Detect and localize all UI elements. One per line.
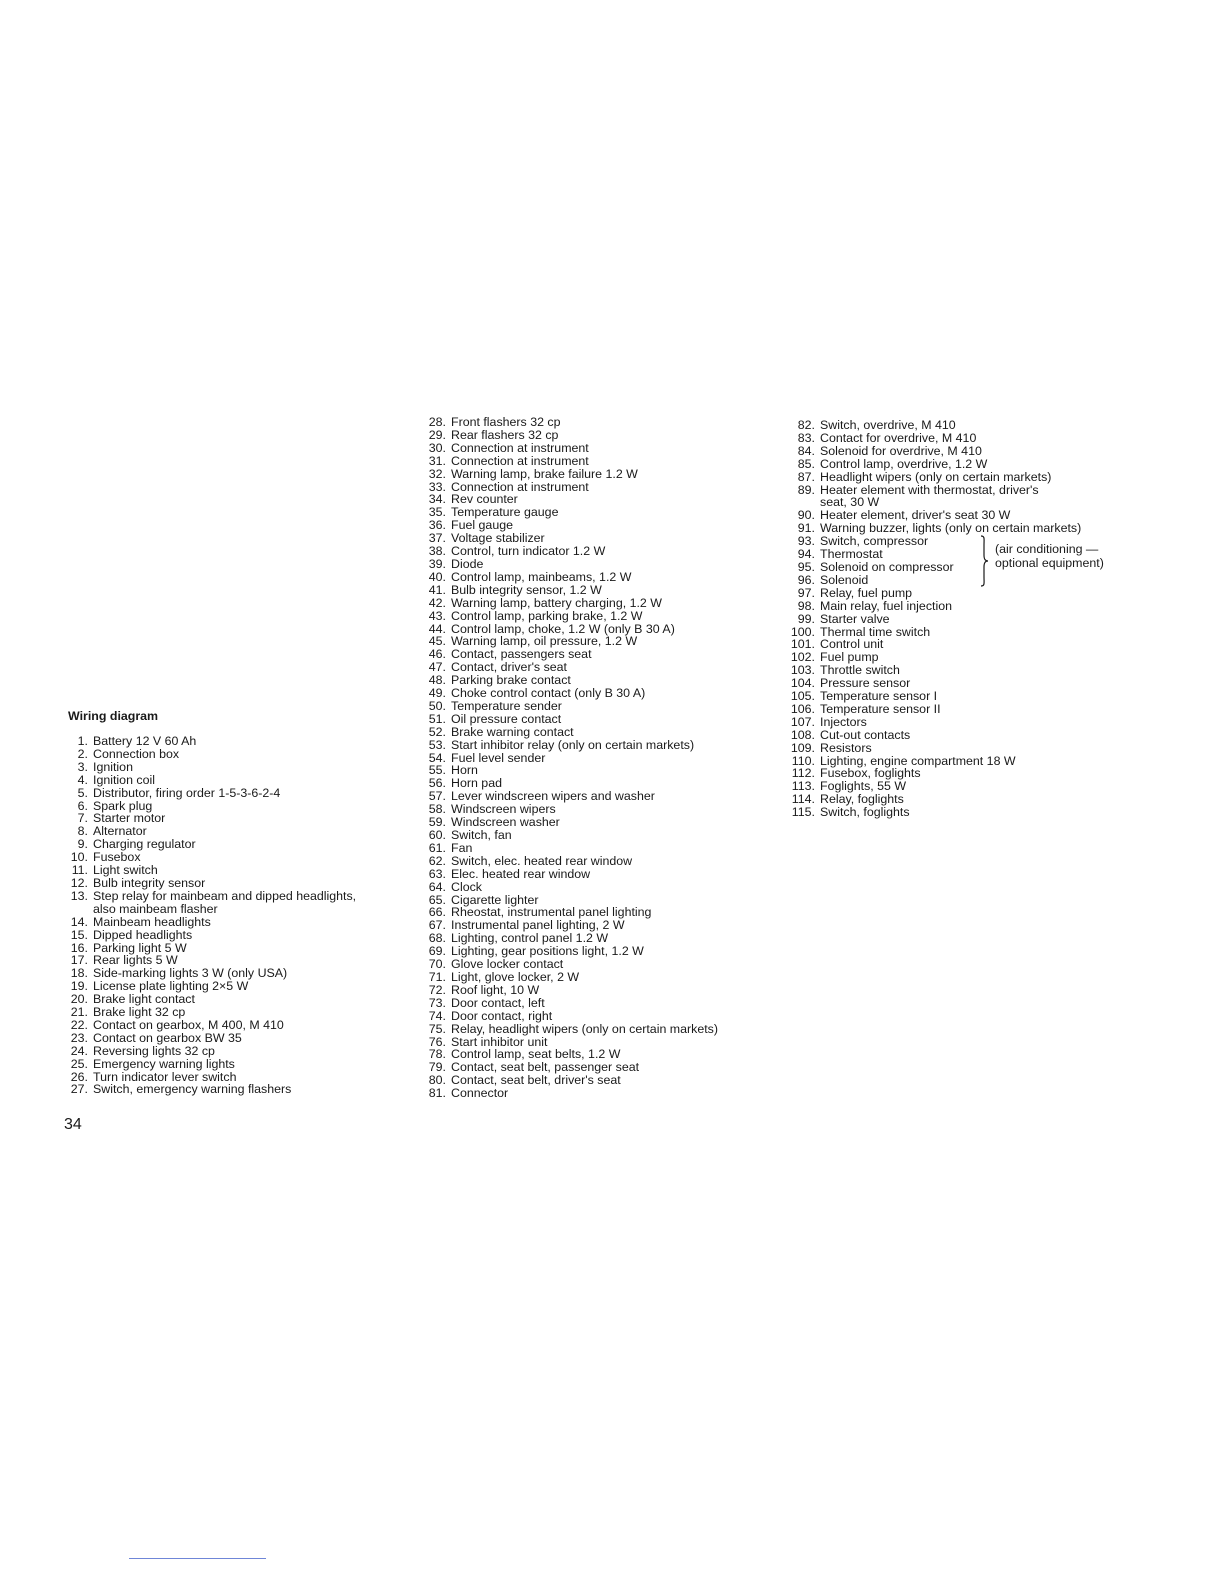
legend-column-3-bottom	[786, 587, 1126, 819]
legend-item	[422, 997, 772, 1010]
legend-item-text: Windscreen wipers	[451, 802, 556, 817]
legend-item-number: 12.	[70, 875, 88, 890]
legend-item	[786, 716, 1126, 729]
legend-item	[786, 613, 1126, 626]
legend-item-text: Lighting, gear positions light, 1.2 W	[451, 944, 644, 959]
legend-item-number: 1.	[77, 734, 88, 748]
legend-item-text: Light switch	[93, 863, 158, 878]
legend-item-text: Contact, seat belt, passenger seat	[451, 1060, 640, 1075]
legend-item-text: Dipped headlights	[93, 927, 193, 942]
legend-item-text: Rear flashers 32 cp	[451, 427, 559, 442]
legend-item-number: 87.	[797, 469, 815, 484]
legend-item	[64, 890, 414, 903]
legend-item-text: Connector	[451, 1086, 509, 1101]
legend-item-number: 100.	[790, 624, 815, 639]
legend-item	[64, 787, 414, 800]
legend-item-text: Start inhibitor relay (only on certain markets)	[451, 737, 695, 752]
legend-item-text: Injectors	[820, 714, 867, 729]
curly-brace-icon	[978, 535, 990, 587]
legend-item-number: 90.	[797, 508, 815, 523]
legend-item	[422, 416, 772, 429]
legend-item-text: Step relay for mainbeam and dipped headlights,	[93, 888, 357, 903]
legend-item-text: Switch, foglights	[820, 805, 910, 820]
legend-item-number: 46.	[428, 647, 446, 662]
legend-item-number: 115.	[791, 805, 815, 820]
legend-item-text: Throttle switch	[820, 663, 900, 678]
legend-item-number: 71.	[428, 969, 446, 984]
legend-item-number: 72.	[428, 982, 446, 997]
legend-item-number: 45.	[428, 634, 446, 649]
legend-item-number: 48.	[428, 673, 446, 688]
legend-item-number: 9.	[77, 837, 88, 852]
legend-item-text: Temperature gauge	[451, 505, 559, 520]
legend-item-text: Diode	[451, 556, 484, 571]
legend-item-number: 60.	[428, 828, 446, 842]
legend-item-number: 85.	[797, 456, 815, 471]
legend-item-text: Heater element with thermostat, driver's	[820, 482, 1039, 497]
legend-item-number: 53.	[428, 737, 446, 752]
legend-item-text: Headlight wipers (only on certain markets)	[820, 469, 1052, 484]
legend-item-text: Roof light, 10 W	[451, 982, 540, 997]
legend-item	[786, 471, 1126, 484]
legend-item-number: 59.	[428, 815, 446, 830]
legend-item-number: 39.	[428, 556, 446, 571]
legend-item-number: 3.	[77, 759, 88, 774]
air-conditioning-group	[786, 535, 1126, 587]
legend-item-text: Contact, passengers seat	[451, 647, 592, 662]
air-conditioning-note	[995, 543, 1104, 570]
legend-item-number: 66.	[428, 905, 446, 920]
legend-item-text: Solenoid on compressor	[820, 559, 954, 574]
legend-item-number: 57.	[428, 789, 446, 804]
legend-item-text: Fan	[451, 840, 473, 855]
legend-item-text: Windscreen washer	[451, 815, 560, 830]
legend-item-number: 42.	[428, 595, 446, 610]
legend-item	[786, 574, 1126, 587]
legend-item-number: 112.	[791, 766, 815, 781]
legend-item-number: 27.	[70, 1082, 88, 1097]
legend-item-number: 14.	[70, 914, 88, 929]
legend-item	[422, 597, 772, 610]
legend-item-text: Warning buzzer, lights (only on certain markets)	[820, 521, 1082, 536]
legend-item-text: Brake warning contact	[451, 724, 574, 739]
legend-item-number: 94.	[797, 547, 815, 562]
legend-item-number: 7.	[77, 811, 88, 826]
page-title: Wiring diagram	[68, 709, 159, 723]
legend-item-text: Control lamp, overdrive, 1.2 W	[820, 456, 988, 471]
legend-item-number: 70.	[428, 957, 446, 972]
legend-item-number: 16.	[70, 940, 88, 955]
legend-item	[422, 700, 772, 713]
legend-item	[422, 1010, 772, 1023]
legend-item-number: 4.	[77, 772, 88, 787]
legend-item	[64, 1019, 414, 1032]
legend-item-number: 114.	[791, 792, 815, 807]
legend-item-text: Bulb integrity sensor, 1.2 W	[451, 582, 602, 597]
legend-item-text: Relay, headlight wipers (only on certain markets)	[451, 1021, 718, 1036]
legend-item-text: Pressure sensor	[820, 676, 911, 691]
legend-item-number: 82.	[797, 418, 815, 432]
air-conditioning-note-line-2: optional equipment)	[995, 555, 1104, 570]
legend-item-number: 30.	[428, 440, 446, 455]
legend-item	[422, 881, 772, 894]
legend-item-number: 67.	[428, 918, 446, 933]
legend-item	[64, 735, 414, 748]
legend-item-text: License plate lighting 2×5 W	[93, 979, 249, 994]
legend-item-text: Control lamp, parking brake, 1.2 W	[451, 608, 643, 623]
legend-item	[422, 829, 772, 842]
legend-item	[64, 748, 414, 761]
legend-item-text: Cut-out contacts	[820, 727, 911, 742]
legend-item-number: 108.	[790, 727, 815, 742]
legend-item-text: Temperature sender	[451, 698, 562, 713]
legend-item-text: Rheostat, instrumental panel lighting	[451, 905, 652, 920]
legend-item-number: 10.	[70, 850, 88, 865]
legend-item	[64, 761, 414, 774]
legend-item-text: Ignition	[93, 759, 133, 774]
legend-item	[422, 1023, 772, 1036]
legend-item-number: 5.	[77, 785, 88, 800]
legend-item-number: 73.	[428, 995, 446, 1010]
legend-item-text: Contact on gearbox BW 35	[93, 1030, 242, 1045]
legend-item-number: 62.	[428, 853, 446, 868]
legend-item-text: Lighting, engine compartment 18 W	[820, 753, 1016, 768]
legend-item-number: 34.	[428, 492, 446, 507]
legend-item-number: 64.	[428, 879, 446, 894]
legend-item-text: Choke control contact (only B 30 A)	[451, 686, 646, 701]
legend-item-text: Starter motor	[93, 811, 166, 826]
legend-item-number: 63.	[428, 866, 446, 881]
air-conditioning-note-line-1: (air conditioning —	[995, 542, 1099, 557]
legend-item-number: 75.	[428, 1021, 446, 1036]
legend-item	[786, 742, 1126, 755]
legend-item	[422, 868, 772, 881]
legend-item-number: 105.	[790, 689, 815, 704]
footer-rule	[129, 1558, 266, 1559]
legend-item-number: 58.	[428, 802, 446, 817]
legend-item-number: 84.	[797, 443, 815, 458]
legend-item-number: 28.	[428, 415, 446, 429]
legend-column-3	[786, 419, 1126, 819]
legend-item-text: Contact on gearbox, M 400, M 410	[93, 1017, 284, 1032]
legend-item-number: 2.	[77, 746, 88, 761]
legend-item	[64, 1032, 414, 1045]
legend-item-number: 76.	[428, 1034, 446, 1049]
legend-item	[786, 690, 1126, 703]
legend-item-text: Front flashers 32 cp	[451, 415, 561, 429]
legend-item-number: 32.	[428, 466, 446, 481]
legend-item-text: Rear lights 5 W	[93, 953, 178, 968]
legend-item	[786, 458, 1126, 471]
legend-item-number: 69.	[428, 944, 446, 959]
legend-item	[422, 713, 772, 726]
legend-item	[64, 1045, 414, 1058]
legend-item-text: Warning lamp, battery charging, 1.2 W	[451, 595, 662, 610]
legend-item-text: Brake light contact	[93, 992, 195, 1007]
legend-item	[422, 442, 772, 455]
legend-item	[786, 445, 1126, 458]
legend-item	[64, 1006, 414, 1019]
legend-item-number: 55.	[428, 763, 446, 778]
legend-item-number: 38.	[428, 544, 446, 559]
legend-item-number: 54.	[428, 750, 446, 765]
legend-item-number: 79.	[428, 1060, 446, 1075]
legend-item-text: Contact for overdrive, M 410	[820, 430, 977, 445]
legend-item-text: Glove locker contact	[451, 957, 564, 972]
legend-item-number: 89.	[797, 482, 815, 497]
legend-item-text: Mainbeam headlights	[93, 914, 211, 929]
legend-item-text: Control lamp, choke, 1.2 W (only B 30 A)	[451, 621, 675, 636]
legend-item	[786, 729, 1126, 742]
legend-item-text: Solenoid for overdrive, M 410	[820, 443, 982, 458]
legend-item	[422, 558, 772, 571]
legend-item-number: 43.	[428, 608, 446, 623]
legend-item-text: Instrumental panel lighting, 2 W	[451, 918, 625, 933]
legend-item-number: 68.	[428, 931, 446, 946]
legend-item-number: 96.	[797, 572, 815, 587]
legend-item-text: Parking light 5 W	[93, 940, 187, 955]
legend-item-number: 113.	[791, 779, 815, 794]
legend-item-text: Clock	[451, 879, 482, 894]
legend-item-text: Warning lamp, brake failure 1.2 W	[451, 466, 638, 481]
legend-item-text: Horn pad	[451, 776, 502, 791]
legend-item-number: 15.	[70, 927, 88, 942]
legend-item-text: Switch, compressor	[820, 534, 929, 549]
legend-item-text: Control, turn indicator 1.2 W	[451, 544, 606, 559]
legend-item-text: Relay, foglights	[820, 792, 904, 807]
legend-item-text: Turn indicator lever switch	[93, 1069, 237, 1084]
legend-item-text: Light, glove locker, 2 W	[451, 969, 580, 984]
legend-item-number: 19.	[70, 979, 88, 994]
legend-item-number: 102.	[790, 650, 815, 665]
legend-item-text: Fusebox, foglights	[820, 766, 921, 781]
legend-item-text: Main relay, fuel injection	[820, 598, 953, 613]
legend-item-number: 6.	[77, 798, 88, 813]
legend-item	[422, 429, 772, 442]
legend-item	[64, 774, 414, 787]
legend-item-number: 37.	[428, 531, 446, 546]
legend-item-text: Connection at instrument	[451, 440, 589, 455]
legend-item-text: Distributor, firing order 1-5-3-6-2-4	[93, 785, 281, 800]
legend-item	[786, 806, 1126, 819]
legend-item-text: Charging regulator	[93, 837, 196, 852]
legend-item-text: Parking brake contact	[451, 673, 571, 688]
legend-item	[422, 610, 772, 623]
legend-column-2	[422, 416, 772, 1100]
legend-item-number: 29.	[428, 427, 446, 442]
legend-item-number: 26.	[70, 1069, 88, 1084]
legend-item-number: 51.	[428, 711, 446, 726]
legend-item-number: 93.	[797, 534, 815, 549]
legend-item-number: 97.	[797, 585, 815, 600]
legend-item-number: 104.	[790, 676, 815, 691]
legend-item-number: 103.	[790, 663, 815, 678]
legend-item-text: Door contact, right	[451, 1008, 553, 1023]
legend-item-text: Switch, overdrive, M 410	[820, 418, 956, 432]
legend-item-number: 56.	[428, 776, 446, 791]
legend-item	[786, 419, 1126, 432]
legend-item-number: 80.	[428, 1073, 446, 1088]
legend-item-text: Temperature sensor II	[820, 701, 941, 716]
legend-item-number: 33.	[428, 479, 446, 494]
legend-item	[422, 842, 772, 855]
legend-item-text: Lever windscreen wipers and washer	[451, 789, 655, 804]
legend-item-text: Thermal time switch	[820, 624, 931, 639]
legend-item-number: 22.	[70, 1017, 88, 1032]
legend-item-text: Temperature sensor I	[820, 689, 938, 704]
legend-item-text: Control lamp, mainbeams, 1.2 W	[451, 569, 632, 584]
legend-column-1	[64, 735, 414, 1096]
legend-item-number: 25.	[70, 1056, 88, 1071]
legend-item	[422, 584, 772, 597]
legend-item-text: Voltage stabilizer	[451, 531, 545, 546]
legend-item-text: Battery 12 V 60 Ah	[93, 734, 197, 748]
legend-item-text: Door contact, left	[451, 995, 545, 1010]
legend-item-number: 50.	[428, 698, 446, 713]
legend-item	[422, 455, 772, 468]
legend-item-text: Connection at instrument	[451, 479, 589, 494]
legend-item-text: Contact, seat belt, driver's seat	[451, 1073, 621, 1088]
legend-item	[786, 432, 1126, 445]
legend-item-number: 41.	[428, 582, 446, 597]
legend-item	[64, 1058, 414, 1071]
legend-item-number: 8.	[77, 824, 88, 839]
legend-item-number: 11.	[71, 863, 88, 878]
legend-item-text: Thermostat	[820, 547, 883, 562]
legend-item-text: Connection box	[93, 746, 180, 761]
legend-item	[422, 739, 772, 752]
legend-item-text: Fusebox	[93, 850, 141, 865]
legend-item-number: 99.	[797, 611, 815, 626]
legend-item-number: 107.	[790, 714, 815, 729]
legend-item-text: Spark plug	[93, 798, 153, 813]
legend-item	[64, 1083, 414, 1096]
legend-item-text: Lighting, control panel 1.2 W	[451, 931, 609, 946]
legend-item-number: 109.	[790, 740, 815, 755]
legend-item-number: 17.	[70, 953, 88, 968]
legend-item-text: Starter valve	[820, 611, 890, 626]
legend-item-number: 18.	[70, 966, 88, 981]
legend-item-number: 24.	[70, 1043, 88, 1058]
legend-item	[64, 916, 414, 929]
legend-item-text: Control unit	[820, 637, 884, 652]
legend-item-number: 98.	[797, 598, 815, 613]
legend-column-3-top	[786, 419, 1126, 535]
legend-item-number: 52.	[428, 724, 446, 739]
legend-item-text: Control lamp, seat belts, 1.2 W	[451, 1047, 621, 1062]
legend-item	[422, 571, 772, 584]
legend-item-text: Warning lamp, oil pressure, 1.2 W	[451, 634, 638, 649]
legend-item-number: 106.	[790, 701, 815, 716]
legend-item	[422, 1087, 772, 1100]
legend-item-text: Foglights, 55 W	[820, 779, 907, 794]
legend-item-text: Ignition coil	[93, 772, 155, 787]
legend-item-text: Connection at instrument	[451, 453, 589, 468]
legend-item-number: 36.	[428, 518, 446, 533]
legend-item-continuation: also mainbeam flasher	[93, 901, 218, 916]
legend-item-number: 74.	[428, 1008, 446, 1023]
legend-item-text: Fuel pump	[820, 650, 879, 665]
legend-item-text: Reversing lights 32 cp	[93, 1043, 215, 1058]
legend-item-number: 65.	[428, 892, 446, 907]
legend-item-text: Brake light 32 cp	[93, 1005, 186, 1020]
legend-item	[786, 703, 1126, 716]
legend-item-text: Solenoid	[820, 572, 869, 587]
legend-item	[422, 687, 772, 700]
legend-item	[786, 587, 1126, 600]
legend-item-text: Heater element, driver's seat 30 W	[820, 508, 1011, 523]
legend-item	[786, 600, 1126, 613]
legend-item-number: 83.	[797, 430, 815, 445]
legend-item-text: Oil pressure contact	[451, 711, 562, 726]
legend-item-text: Fuel gauge	[451, 518, 514, 533]
legend-item-text: Switch, fan	[451, 828, 512, 842]
legend-item-number: 81.	[428, 1086, 446, 1101]
legend-item-number: 47.	[428, 660, 446, 675]
legend-item-continuation: seat, 30 W	[820, 495, 880, 510]
legend-item-text: Cigarette lighter	[451, 892, 539, 907]
legend-item	[422, 855, 772, 868]
legend-item-text: Resistors	[820, 740, 872, 755]
legend-item-number: 110.	[791, 753, 815, 768]
legend-item-text: Switch, elec. heated rear window	[451, 853, 633, 868]
legend-item	[422, 984, 772, 997]
legend-item-number: 49.	[428, 686, 446, 701]
legend-item-number: 31.	[428, 453, 446, 468]
legend-item-text: Switch, emergency warning flashers	[93, 1082, 292, 1097]
legend-item	[422, 971, 772, 984]
legend-item	[422, 468, 772, 481]
legend-item-text: Side-marking lights 3 W (only USA)	[93, 966, 288, 981]
legend-item-text: Bulb integrity sensor	[93, 875, 206, 890]
legend-item-number: 101.	[790, 637, 815, 652]
legend-item	[422, 726, 772, 739]
legend-item-text: Horn	[451, 763, 478, 778]
legend-item-text: Start inhibitor unit	[451, 1034, 548, 1049]
legend-item-number: 40.	[428, 569, 446, 584]
legend-item-number: 95.	[797, 559, 815, 574]
legend-item	[64, 929, 414, 942]
legend-item-number: 78.	[428, 1047, 446, 1062]
legend-item-text: Alternator	[93, 824, 147, 839]
legend-item-text: Elec. heated rear window	[451, 866, 591, 881]
legend-item-number: 21.	[70, 1005, 88, 1020]
legend-item-text: Rev counter	[451, 492, 518, 507]
legend-item-text: Fuel level sender	[451, 750, 546, 765]
legend-item-number: 44.	[428, 621, 446, 636]
legend-item-number: 61.	[428, 840, 446, 855]
legend-item-number: 23.	[70, 1030, 88, 1045]
legend-item-number: 20.	[70, 992, 88, 1007]
legend-item-number: 35.	[428, 505, 446, 520]
legend-item	[64, 877, 414, 890]
legend-item-text: Contact, driver's seat	[451, 660, 567, 675]
legend-item-text: Relay, fuel pump	[820, 585, 913, 600]
legend-item-text: Emergency warning lights	[93, 1056, 235, 1071]
page-number: 34	[64, 1116, 82, 1133]
legend-item-number: 91.	[797, 521, 815, 536]
legend-item-number: 13.	[70, 888, 88, 903]
